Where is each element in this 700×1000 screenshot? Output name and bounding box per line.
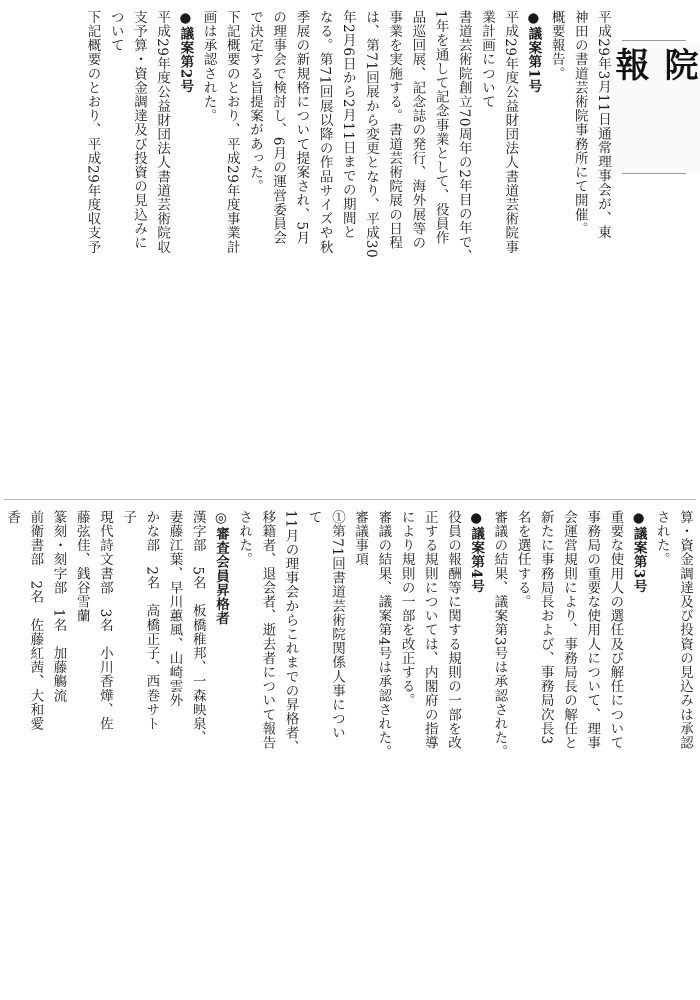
text-line: 品巡回展、記念誌の発行、海外展等の bbox=[409, 10, 426, 250]
text-line: 藤弦佳、銭谷雪蘭 bbox=[73, 510, 90, 623]
text-line: 下記概要のとおり、平成29年度収支予 bbox=[84, 10, 101, 254]
text-line: 香 bbox=[4, 510, 21, 525]
text-line: により規則の一部を改正する。 bbox=[398, 510, 415, 708]
section-heading: ◎審査会員昇格者 bbox=[212, 510, 229, 626]
text-line: 画は承認された。 bbox=[200, 10, 217, 123]
text-line: 平成29年3月11日通常理事会が、東 bbox=[595, 10, 611, 240]
text-line: 平成29年度公益財団法人書道芸術院収 bbox=[154, 10, 171, 254]
text-line: ついて bbox=[107, 10, 124, 53]
text-line: 役員の報酬等に関する規則の一部を改 bbox=[444, 510, 461, 750]
masthead bbox=[609, 40, 698, 174]
text-line: 業計画について bbox=[478, 10, 495, 109]
band-divider bbox=[4, 499, 696, 500]
text-line: 1年を通して記念事業として、役員作 bbox=[432, 10, 449, 245]
text-line: 重要な使用人の選任及び解任について bbox=[607, 510, 624, 750]
text-line: 支予算・資金調達及び投資の見込みに bbox=[130, 10, 147, 250]
text-line: 季展の新規格について提案され、5月 bbox=[293, 10, 310, 245]
text-line: 下記概要のとおり、平成29年度事業計 bbox=[223, 10, 240, 254]
text-line: 11月の理事会からこれまでの昇格者、 bbox=[282, 510, 299, 754]
text-line: 事業を実施する。書道芸術院展の日程 bbox=[386, 10, 403, 250]
text-line: なる。第71回展以降の作品サイズや秋 bbox=[316, 10, 333, 254]
text-line: 新たに事務局長および、事務局次長3 bbox=[537, 510, 554, 745]
text-line: 事務局の重要な使用人について、理事 bbox=[584, 510, 601, 750]
text-line: 審議の結果、議案第4号は承認された。 bbox=[375, 510, 392, 759]
text-line: 妻藤江葉、早川蕙風、山崎雲外 bbox=[166, 510, 183, 708]
text-line: て bbox=[305, 510, 322, 525]
text-line: 前衛書部 2名 佐藤紅茜、大和愛 bbox=[27, 510, 44, 731]
bottom-text-band bbox=[4, 510, 696, 992]
text-line: 平成29年度公益財団法人書道芸術院事 bbox=[502, 10, 519, 254]
text-line: された。 bbox=[653, 510, 670, 567]
text-line: 神田の書道芸術院事務所にて開催。 bbox=[571, 10, 588, 236]
text-line: 算・資金調達及び投資の見込みは承認 bbox=[677, 510, 693, 750]
section-heading: ●議案第1号 bbox=[525, 10, 542, 93]
text-line: 概要報告。 bbox=[548, 10, 565, 81]
masthead-title: 院 報 bbox=[603, 41, 700, 173]
text-line: 現代詩文書部 3名 小川香燁、佐 bbox=[96, 510, 113, 731]
text-line: で決定する旨提案があった。 bbox=[246, 10, 263, 194]
text-line: 漢字部 5名 板橋稚邦、一森映泉、 bbox=[189, 510, 206, 745]
section-heading: ●議案第3号 bbox=[630, 510, 647, 593]
text-line: 移籍者、退会者、逝去者について報告 bbox=[259, 510, 276, 750]
text-line: 子 bbox=[120, 510, 137, 525]
text-line: の理事会で検討し、6月の運営委員会 bbox=[270, 10, 287, 245]
text-line: は、第71回展から変更となり、平成30 bbox=[362, 10, 379, 259]
text-line: 正する規則については、内閣府の指導 bbox=[421, 510, 438, 750]
text-line: 会運営規則により、事務局長の解任と bbox=[560, 510, 577, 750]
section-heading: ●議案第4号 bbox=[468, 510, 485, 593]
text-line: 審議事項 bbox=[352, 510, 369, 567]
text-line: 書道芸術院創立70周年の2年目の年で、 bbox=[455, 10, 472, 264]
text-line: かな部 2名 高橋正子、西巻サト bbox=[143, 510, 160, 731]
top-text-band bbox=[4, 10, 614, 492]
text-line: された。 bbox=[236, 510, 253, 567]
text-line: 審議の結果、議案第3号は承認された。 bbox=[491, 510, 508, 759]
text-line: 名を選任する。 bbox=[514, 510, 531, 609]
text-line: 年2月6日から2月11日までの期間と bbox=[339, 10, 356, 240]
text-line: 篆刻・刻字部 1名 加藤觴流 bbox=[50, 510, 67, 703]
text-line: ①第71回書道芸術院関係人事につい bbox=[328, 510, 345, 740]
section-heading: ●議案第2号 bbox=[177, 10, 194, 93]
